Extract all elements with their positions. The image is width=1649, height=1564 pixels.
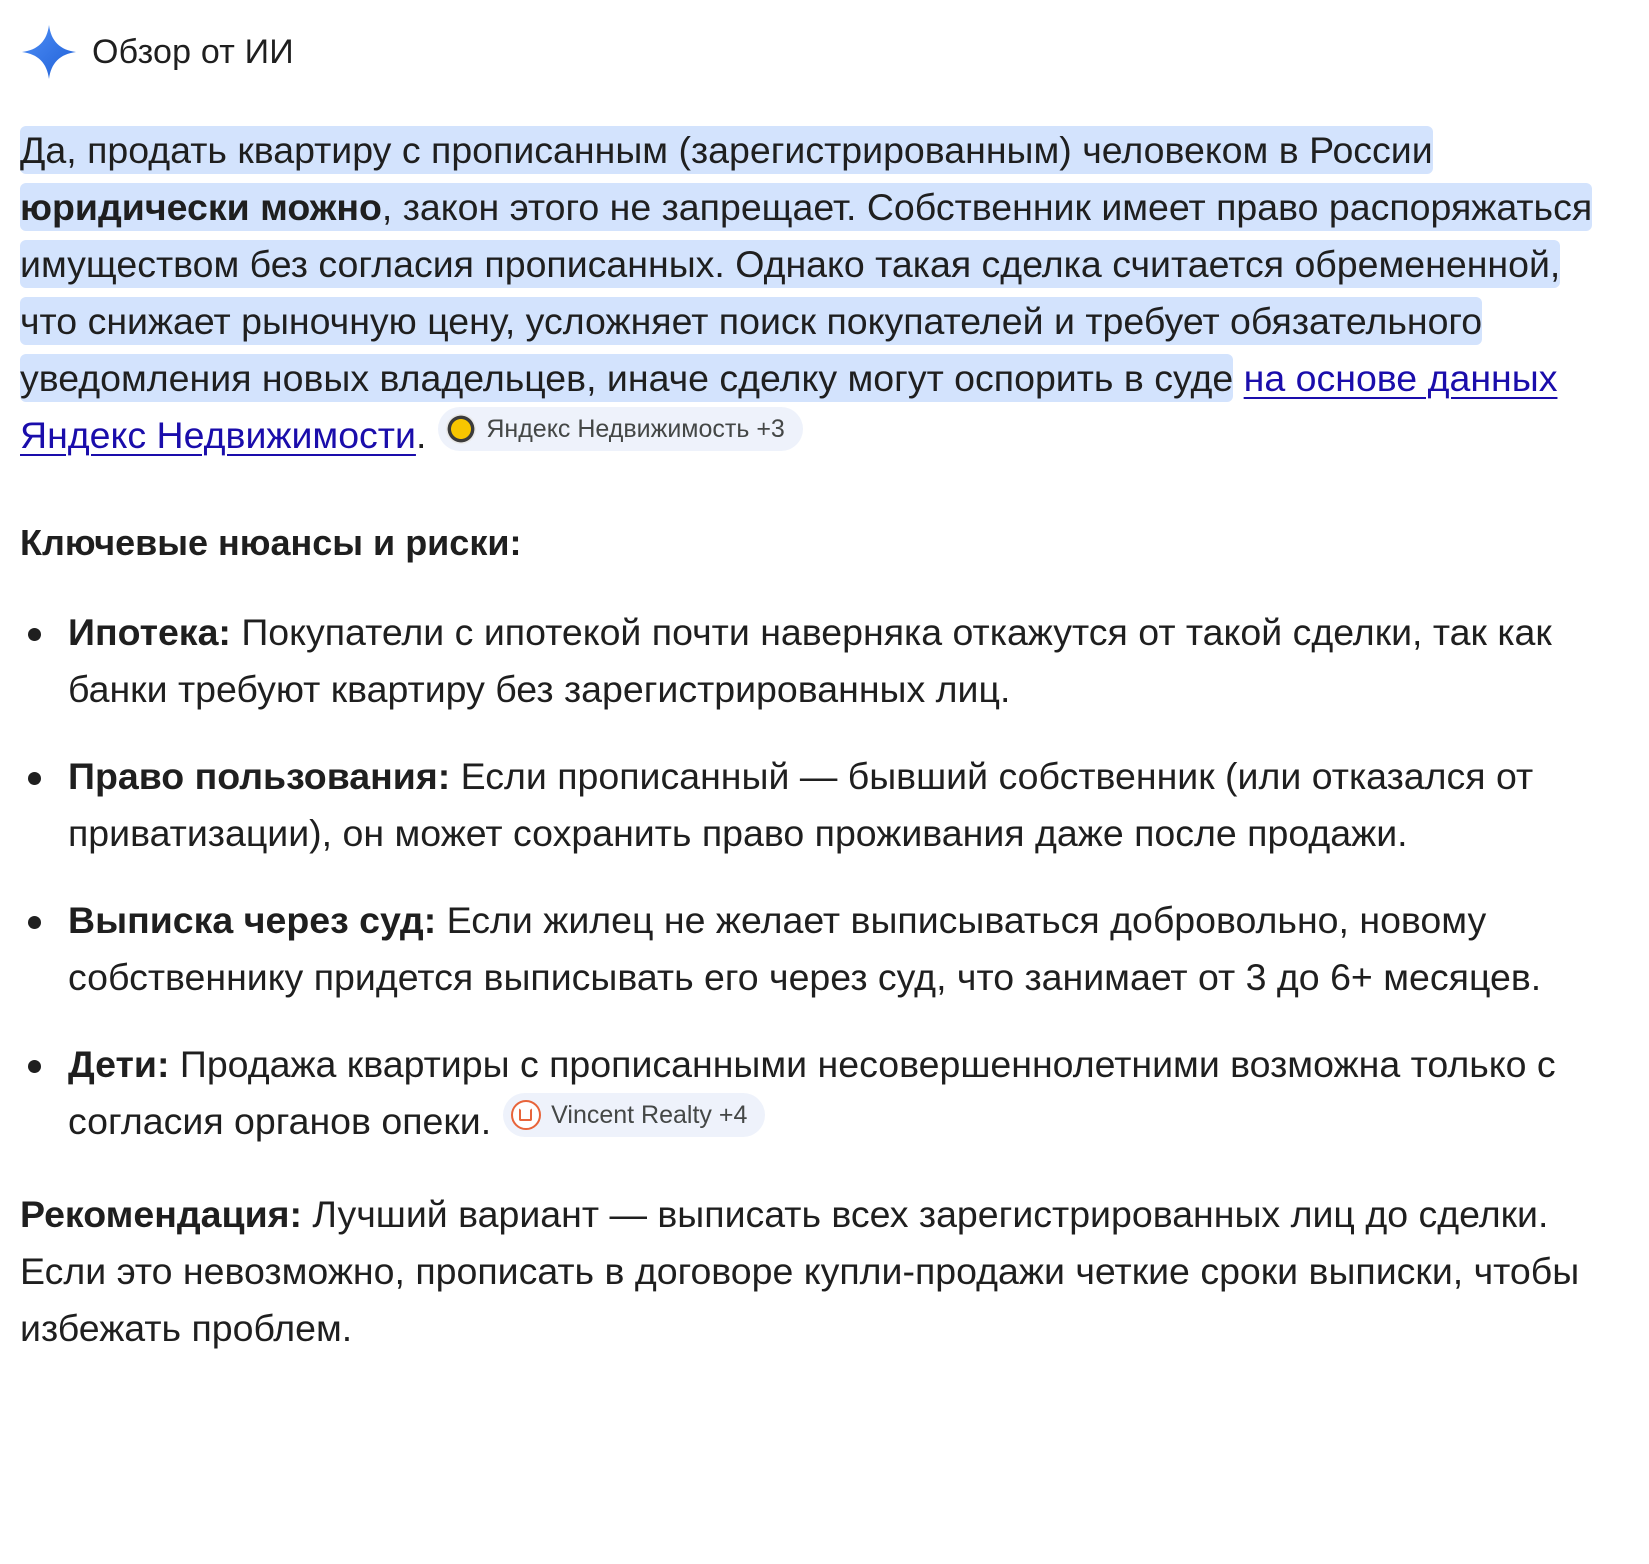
source-chip-yandex[interactable]	[438, 407, 802, 451]
list-item	[20, 892, 1614, 1006]
intro-bold-text: юридически можно	[20, 186, 382, 228]
source-chip-label: Яндекс Недвижимость +3	[486, 415, 785, 443]
yandex-realty-icon	[446, 414, 476, 444]
ai-overview-title: Обзор от ИИ	[92, 32, 294, 71]
risks-list	[20, 604, 1620, 1150]
ai-overview-header	[20, 22, 1620, 82]
list-item	[20, 748, 1614, 862]
list-item-text: Если жилец не желает выписываться добровольно, новому собственнику придется выписывать его через суд, что занимает от 3 до 6+ месяцев.	[68, 899, 1542, 998]
list-item-term: Ипотека:	[68, 611, 231, 653]
list-item-term: Право пользования:	[68, 755, 451, 797]
recommendation-term: Рекомендация:	[20, 1193, 303, 1235]
sparkle-icon	[20, 23, 78, 81]
section-title: Ключевые нюансы и риски:	[20, 522, 522, 563]
recommendation-paragraph	[20, 1186, 1580, 1357]
vincent-realty-icon	[511, 1100, 541, 1130]
ai-overview	[20, 22, 1620, 1357]
list-item-text: Если прописанный — бывший собственник (или отказался от приватизации), он может сохранить право проживания даже после продажи.	[68, 755, 1534, 854]
intro-text-2: , закон этого не запрещает. Собственник имеет право распоряжаться имуществом без согласия прописанных. Однако такая сделка считается обремененной, что снижает рыночную цену, усложняет поиск покупателей и требует обязательного уведомления новых владельцев, иначе сделку могут оспорить в суде	[20, 186, 1593, 399]
list-item-term: Дети:	[68, 1043, 170, 1085]
source-link[interactable]: на основе данных Яндекс Недвижимости	[20, 357, 1558, 456]
list-item	[20, 1036, 1614, 1150]
recommendation-text: Лучший вариант — выписать всех зарегистрированных лиц до сделки. Если это невозможно, прописать в договоре купли-продажи четкие сроки выписки, чтобы избежать проблем.	[20, 1193, 1580, 1349]
source-chip-label: Vincent Realty +4	[551, 1101, 748, 1129]
list-item-text: Покупатели с ипотекой почти наверняка откажутся от такой сделки, так как банки требуют квартиру без зарегистрированных лиц.	[68, 611, 1552, 710]
list-item	[20, 604, 1614, 718]
list-item-term: Выписка через суд:	[68, 899, 437, 941]
intro-tail: .	[415, 414, 427, 456]
intro-text-1: Да, продать квартиру с прописанным (зарегистрированным) человеком в России	[20, 129, 1433, 171]
list-item-text: Продажа квартиры с прописанными несовершеннолетними возможна только с согласия органов опеки.	[68, 1043, 1556, 1142]
source-chip-vincent[interactable]	[503, 1093, 765, 1137]
intro-paragraph	[20, 122, 1610, 464]
